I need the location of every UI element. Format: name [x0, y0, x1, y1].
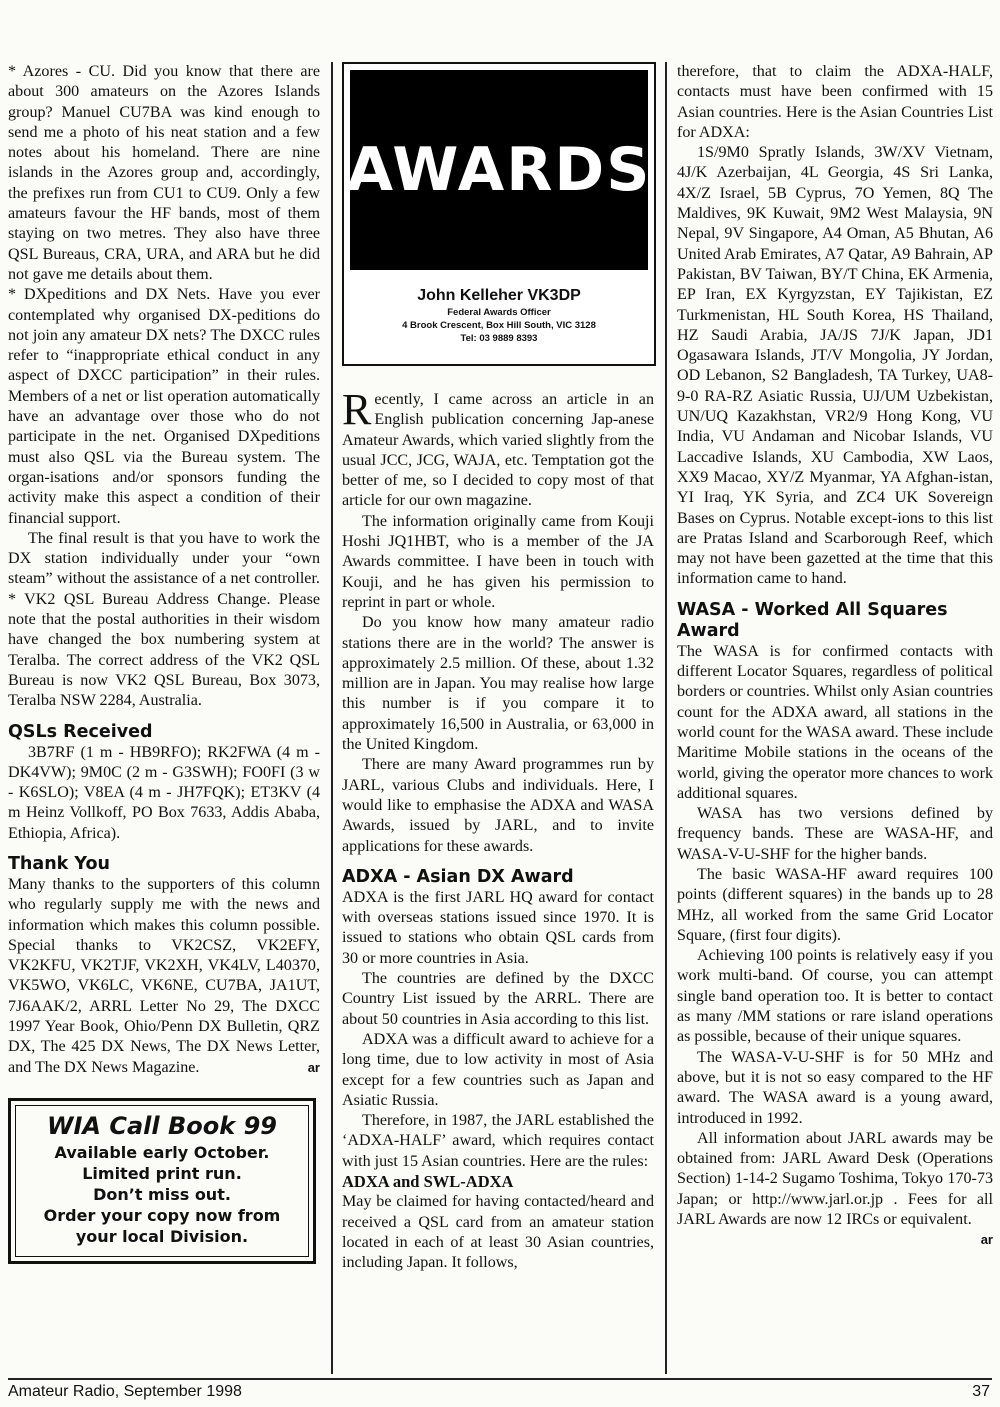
paragraph-dxpeditions: * DXpeditions and DX Nets. Have you ever contemplated why organised DX-peditions do not join any amateur DX nets? The DXCC rules refer to “inappropriate ethical conduct in any aspect of DXCC participation” in their rules. Members of a net or list operation automatically have an advantage over those who do not participate in the net. Organised DXpeditions must also QSL via the Bureau system. The organ-isations and/or sponsors funding the activity make this aspect a condition of their financial support. — [8, 286, 320, 527]
paragraph-adxa-3: ADXA was a difficult award to achieve for a long time, due to low activity in most of Asia except for a few countries such as Japan and Asiatic Russia. — [342, 1030, 654, 1109]
paragraph-adxa-2: The countries are defined by the DXCC Country List issued by the ARRL. There are about 50 countries in Asia according to this list. — [342, 970, 654, 1028]
paragraph-azores: * Azores - CU. Did you know that there are about 300 amateurs on the Azores Islands group? Manuel CU7BA was kind enough to send me a photo of his neat station and a few notes about his homeland. There are nine islands in the Azores group and, accordingly, the prefixes run from CU1 to CU9. Only a few amateurs favour the HF bands, most of them staying on two metres. They also have three QSL Bureaus, CRA, URA, and ARA but he did not gave me details about them. — [8, 63, 320, 283]
callbook-ad — [8, 1098, 316, 1264]
paragraph-adxa-4: Therefore, in 1987, the JARL established the ‘ADXA-HALF’ award, which requires contact with just 15 Asian countries. Here are the rules: — [342, 1112, 654, 1170]
column-divider — [665, 62, 667, 1374]
paragraph-adxa-rules: May be claimed for having contacted/heard and received a QSL card from an amateur station located in each of at least 30 Asian countries, including Japan. It follows, — [342, 1193, 654, 1272]
paragraph-wasa-1: The WASA is for confirmed contacts with different Locator Squares, regardless of political borders or countries. Whilst only Asian countries count for the ADXA award, all stations in the world count for the WASA award. These include Maritime Mobile stations in the oceans of the world, giving the operator more chances to work additional squares. — [677, 642, 993, 802]
column-right — [677, 62, 993, 1251]
heading-adxa: ADXA - Asian DX Award — [342, 866, 574, 887]
intro-text: ecently, I came across an article in an English publication concerning Jap-anese Amateur Awards, which varied slightly from the usual JCC, JCG, WAJA, etc. Temptation got the better of me, so I decided to copy most of that article for our own magazine. — [342, 391, 654, 510]
paragraph-source: The information originally came from Kouji Hoshi JQ1HBT, who is a member of the JA Awards committee. I have been in touch with Kouji, and he has given his permission to reprint in part or whole. — [342, 512, 654, 611]
heading-wasa: WASA - Worked All Squares Award — [677, 599, 948, 641]
paragraph-wasa-5: The WASA-V-U-SHF is for 50 MHz and above, but it is not so easy compared to the HF award. The WASA award is a young award, introduced in 1992. — [677, 1048, 993, 1127]
paragraph-adxa-half: therefore, that to claim the ADXA-HALF, contacts must have been confirmed with 15 Asian countries. Here is the Asian Countries List for ADXA: — [677, 63, 993, 141]
column-left — [8, 62, 320, 1264]
thanks-text: Many thanks to the supporters of this column who regularly supply me with the news and information which makes this column possible. Special thanks to VK2CSZ, VK2EFY, VK2KFU, VK2TJF, VK2XH, VK4LV, L40370, VK5WO, VK6LC, VK6NE, CU7BA, JA1UT, 7J6AAK/2, ARRL Letter No 29, The DXCC 1997 Year Book, Ohio/Penn DX Bulletin, QRZ DX, The 425 DX News, The DX News Letter, and The DX News Magazine. — [8, 875, 320, 1076]
callbook-ad-border — [15, 1105, 309, 1257]
paragraph-wasa-4: Achieving 100 points is relatively easy if you work multi-band. Of course, you can attempt single band operation too. It is better to contact as many /MM stations or rare island operations as possible, because of their unique squares. — [677, 947, 993, 1046]
column-middle — [342, 62, 654, 1273]
paragraph-qsls: 3B7RF (1 m - HB9RFO); RK2FWA (4 m - DK4VW); 9M0C (2 m - G3SWH); FO0FI (3 w - K6SLO); V8EA (4 m - JH7FQK); ET3KV (4 m Heinz Vollkoff, PO Box 7633, Addis Ababa, Ethiopia, Africa). — [8, 743, 320, 842]
paragraph-jarl-info: All information about JARL awards may be obtained from: JARL Award Desk (Operations Section) 1-14-2 Sugamo Toshima, Tokyo 170-73 Japan; or http://www.jarl.or.jp . Fees for all JARL Awards are now 12 IRCs or equivalent. — [677, 1129, 993, 1229]
page-number: 37 — [972, 1383, 990, 1400]
paragraph-thanks — [8, 875, 320, 1078]
callbook-ad-text — [16, 1142, 308, 1247]
callbook-line: Limited print run. — [82, 1164, 242, 1184]
paragraph-programmes: There are many Award programmes run by JARL, various Clubs and individuals. Here, I would like to emphasise the ADXA and WASA Awards, issued by JARL, and to invite applications for these awards. — [342, 756, 654, 855]
author-address: 4 Brook Crescent, Box Hill South, VIC 3128 — [402, 320, 596, 332]
paragraph-country-list: 1S/9M0 Spratly Islands, 3W/XV Vietnam, 4J/K Azerbaijan, 4L Georgia, 4S Sri Lanka, 4X/Z Israel, 5B Cyprus, 7O Yemen, 8Q The Maldives, 9K Kuwait, 9M2 West Malaysia, 9N Nepal, 9V Singapore, A4 Oman, A5 Bhutan, A6 United Arab Emirates, A7 Qatar, A9 Bahrain, AP Pakistan, BV Taiwan, BY/T China, EK Armenia, EP Iran, EX Kyrgyzstan, EY Tajikistan, EZ Turkmenistan, HL South Korea, HS Thailand, HZ Saudi Arabia, JA/JS 7J/K Japan, JD1 Ogasawara Islands, JT/V Mongolia, JY Jordan, OD Lebanon, S2 Bangladesh, TA Turkey, UA8-9-0 RA-RZ Asiatic Russia, UJ/UM Uzbekistan, UN/UQ Kazakhstan, VR2/9 Hong Kong, VU India, VU Andaman and Nicobar Islands, VU Laccadive Islands, XU Cambodia, XW Laos, XX9 Macao, XY/Z Myanmar, YA Afghan-istan, YI Iraq, YK Syria, and ZC4 UK Sovereign Bases on Cyprus. Notable except-ions to this list are Pratas Island and Scarborough Reef, which may not have been gazetted at the time that this information came to hand. — [677, 144, 993, 588]
callbook-ad-title: WIA Call Book 99 — [47, 1111, 277, 1140]
paragraph-adxa-1: ADXA is the first JARL HQ award for contact with overseas stations issued since 1970. It is issued to stations who obtain QSL cards from 30 or more countries in Asia. — [342, 888, 654, 967]
author-name: John Kelleher VK3DP — [417, 287, 581, 304]
callbook-line: Don’t miss out. — [93, 1185, 231, 1205]
awards-banner — [342, 62, 656, 366]
end-mark: ar — [980, 1232, 993, 1248]
paragraph-vk2-bureau: * VK2 QSL Bureau Address Change. Please note that the postal authorities in their wisdom have changed the box numbering system at Teralba. The correct address of the VK2 QSL Bureau is now VK2 QSL Bureau, Box 3073, Teralba NSW 2284, Australia. — [8, 590, 320, 710]
drop-cap: R — [342, 385, 372, 434]
end-mark: ar — [307, 1059, 320, 1075]
heading-qsls-received: QSLs Received — [8, 721, 153, 742]
column-divider — [331, 62, 333, 1374]
awards-banner-byline — [344, 286, 654, 345]
subheading-adxa-swl: ADXA and SWL-ADXA — [342, 1171, 514, 1191]
paragraph-final-result: The final result is that you have to work the DX station individually under your “own steam” without the assistance of a net controller. — [8, 529, 320, 588]
author-phone: Tel: 03 9889 8393 — [460, 333, 538, 345]
callbook-line: your local Division. — [75, 1227, 249, 1247]
footer-divider — [8, 1378, 992, 1380]
paragraph-intro — [342, 385, 654, 512]
footer-publication: Amateur Radio, September 1998 — [8, 1383, 242, 1400]
paragraph-stations-count: Do you know how many amateur radio stations there are in the world? The answer is approximately 2.5 million. Of these, about 1.32 million are in Japan. You may realise how large this number is if you compare it to approximately 16,500 in Australia, or 63,000 in the United Kingdom. — [342, 614, 654, 754]
paragraph-wasa-2: WASA has two versions defined by frequency bands. These are WASA-HF, and WASA-V-U-SHF for the higher bands. — [677, 805, 993, 863]
awards-banner-title: AWARDS — [350, 70, 648, 270]
author-role: Federal Awards Officer — [447, 307, 551, 319]
paragraph-wasa-3: The basic WASA-HF award requires 100 points (different squares) in the bands up to 28 MHz, all worked from the same Grid Locator Square, (first four digits). — [677, 865, 993, 944]
callbook-line: Order your copy now from — [43, 1206, 281, 1226]
callbook-line: Available early October. — [54, 1143, 270, 1163]
heading-thank-you: Thank You — [8, 853, 110, 874]
